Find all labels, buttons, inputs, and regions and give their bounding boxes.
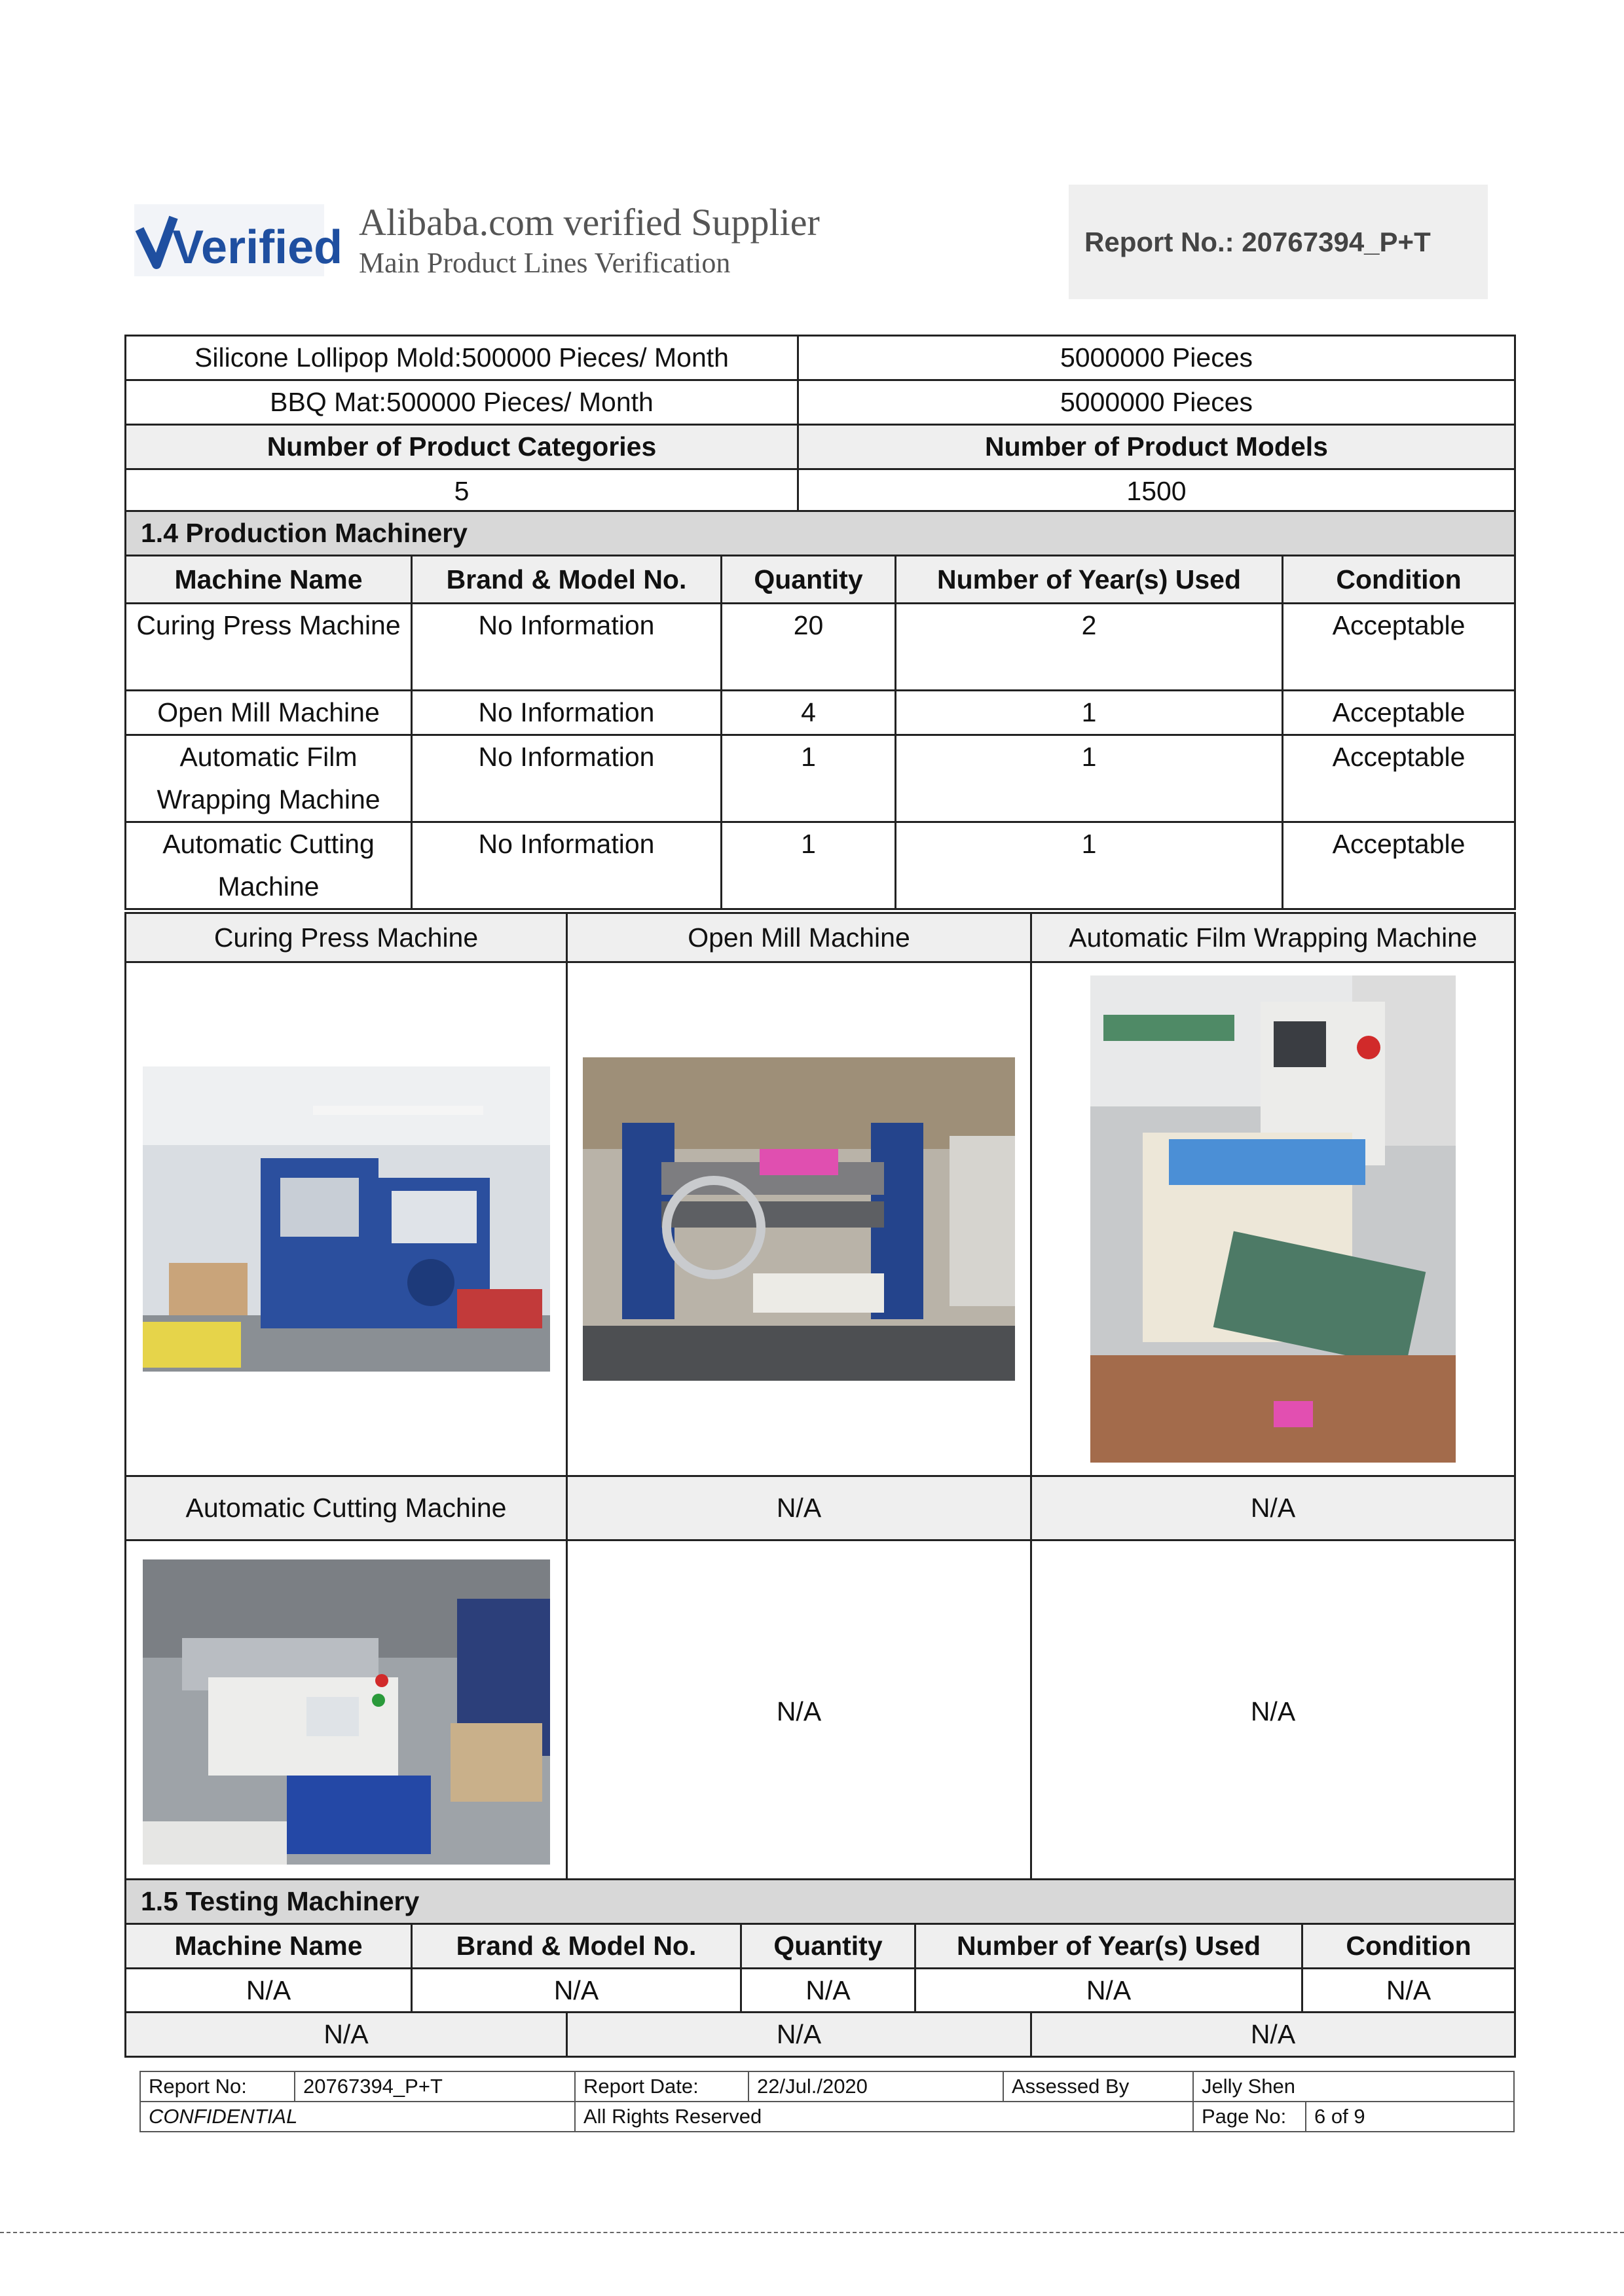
col-machine-name: Machine Name: [126, 1924, 412, 1969]
capacity-row: [126, 380, 1515, 425]
footer-row: [140, 2102, 1514, 2132]
years-used: 1: [896, 822, 1283, 909]
years-used: 2: [896, 604, 1283, 691]
photo-caption: Open Mill Machine: [567, 913, 1031, 962]
brand-model: N/A: [412, 1969, 741, 2013]
footer-confidential: CONFIDENTIAL: [140, 2102, 575, 2132]
models-header: Number of Product Models: [798, 425, 1515, 469]
footer-report-date: 22/Jul./2020: [748, 2071, 1003, 2102]
condition: Acceptable: [1283, 691, 1515, 735]
footer-report-no-label: Report No:: [140, 2071, 295, 2102]
photo-caption: Automatic Cutting Machine: [126, 1476, 567, 1540]
footer-assessed-by: Jelly Shen: [1193, 2071, 1514, 2102]
section-row: [126, 1880, 1515, 1924]
table-row: [126, 1969, 1515, 2013]
machinery-photos-table: [124, 912, 1516, 1884]
automatic-film-wrapping-machine-photo: [1090, 975, 1456, 1463]
photo-cell: [126, 1540, 567, 1884]
quantity: N/A: [741, 1969, 915, 2013]
condition: Acceptable: [1283, 735, 1515, 822]
production-machinery-table: [124, 510, 1516, 910]
photo-caption: N/A: [567, 2013, 1031, 2057]
col-years-used: Number of Year(s) Used: [896, 556, 1283, 604]
photo-caption-row: [126, 1476, 1515, 1540]
automatic-cutting-machine-photo: [143, 1559, 550, 1865]
machine-name: N/A: [126, 1969, 412, 2013]
col-brand-model: Brand & Model No.: [412, 1924, 741, 1969]
machine-name: Automatic Film Wrapping Machine: [126, 735, 412, 822]
na-cell: N/A: [1031, 1540, 1515, 1884]
table-row: [126, 735, 1515, 822]
photo-row: [126, 1540, 1515, 1884]
machine-name: Open Mill Machine: [126, 691, 412, 735]
logo-text: Verified: [172, 221, 343, 274]
capacity-value: 5000000 Pieces: [798, 380, 1515, 425]
years-used: 1: [896, 691, 1283, 735]
photo-cell: [1031, 962, 1515, 1476]
footer-report-no: 20767394_P+T: [295, 2071, 575, 2102]
page-divider: [0, 2232, 1624, 2233]
categories-value: 5: [126, 469, 798, 514]
quantity: 20: [722, 604, 896, 691]
condition: N/A: [1302, 1969, 1515, 2013]
capacity-value: 5000000 Pieces: [798, 336, 1515, 380]
footer-row: [140, 2071, 1514, 2102]
footer-assessed-by-label: Assessed By: [1003, 2071, 1193, 2102]
capacity-item: Silicone Lollipop Mold:500000 Pieces/ Month: [126, 336, 798, 380]
quantity: 4: [722, 691, 896, 735]
photo-caption-row: [126, 913, 1515, 962]
column-header-row: [126, 556, 1515, 604]
photo-caption: Automatic Film Wrapping Machine: [1031, 913, 1515, 962]
footer-page-no-label: Page No:: [1193, 2102, 1306, 2132]
capacity-item: BBQ Mat:500000 Pieces/ Month: [126, 380, 798, 425]
col-machine-name: Machine Name: [126, 556, 412, 604]
machine-name: Automatic Cutting Machine: [126, 822, 412, 909]
header-subtitle: Main Product Lines Verification: [359, 247, 731, 279]
col-quantity: Quantity: [722, 556, 896, 604]
years-used: 1: [896, 735, 1283, 822]
col-years-used: Number of Year(s) Used: [915, 1924, 1302, 1969]
photo-caption: N/A: [1031, 1476, 1515, 1540]
page-footer: [139, 2071, 1515, 2132]
condition: Acceptable: [1283, 604, 1515, 691]
brand-model: No Information: [412, 604, 722, 691]
photo-caption-row: [126, 2013, 1515, 2057]
brand-model: No Information: [412, 735, 722, 822]
capacity-table: [124, 335, 1516, 515]
brand-model: No Information: [412, 822, 722, 909]
na-cell: N/A: [567, 1540, 1031, 1884]
open-mill-machine-photo: [583, 1057, 1015, 1381]
quantity: 1: [722, 822, 896, 909]
models-value: 1500: [798, 469, 1515, 514]
quantity: 1: [722, 735, 896, 822]
photo-caption: Curing Press Machine: [126, 913, 567, 962]
photo-cell: [126, 962, 567, 1476]
table-row: [126, 822, 1515, 909]
photo-caption: N/A: [126, 2013, 567, 2057]
col-condition: Condition: [1302, 1924, 1515, 1969]
photo-cell: [567, 962, 1031, 1476]
column-header-row: [126, 1924, 1515, 1969]
report-number-box: [1069, 185, 1488, 299]
footer-report-date-label: Report Date:: [575, 2071, 748, 2102]
table-row: [126, 691, 1515, 735]
categories-value-row: [126, 469, 1515, 514]
capacity-row: [126, 336, 1515, 380]
testing-photos-table: [124, 2011, 1516, 2058]
photo-caption: N/A: [567, 1476, 1031, 1540]
section-title: 1.5 Testing Machinery: [126, 1880, 1515, 1924]
section-title: 1.4 Production Machinery: [126, 511, 1515, 556]
verified-logo: [134, 204, 343, 276]
machine-name: Curing Press Machine: [126, 604, 412, 691]
categories-header-row: [126, 425, 1515, 469]
categories-header: Number of Product Categories: [126, 425, 798, 469]
testing-machinery-table: [124, 1878, 1516, 2014]
section-row: [126, 511, 1515, 556]
footer-rights: All Rights Reserved: [575, 2102, 1193, 2132]
years-used: N/A: [915, 1969, 1302, 2013]
photo-caption: N/A: [1031, 2013, 1515, 2057]
brand-model: No Information: [412, 691, 722, 735]
col-quantity: Quantity: [741, 1924, 915, 1969]
photo-row: [126, 962, 1515, 1476]
col-brand-model: Brand & Model No.: [412, 556, 722, 604]
curing-press-machine-photo: [143, 1066, 550, 1372]
header-title: Alibaba.com verified Supplier: [359, 201, 820, 244]
col-condition: Condition: [1283, 556, 1515, 604]
table-row: [126, 604, 1515, 691]
footer-page-no: 6 of 9: [1306, 2102, 1514, 2132]
condition: Acceptable: [1283, 822, 1515, 909]
report-number: Report No.: 20767394_P+T: [1084, 226, 1431, 257]
